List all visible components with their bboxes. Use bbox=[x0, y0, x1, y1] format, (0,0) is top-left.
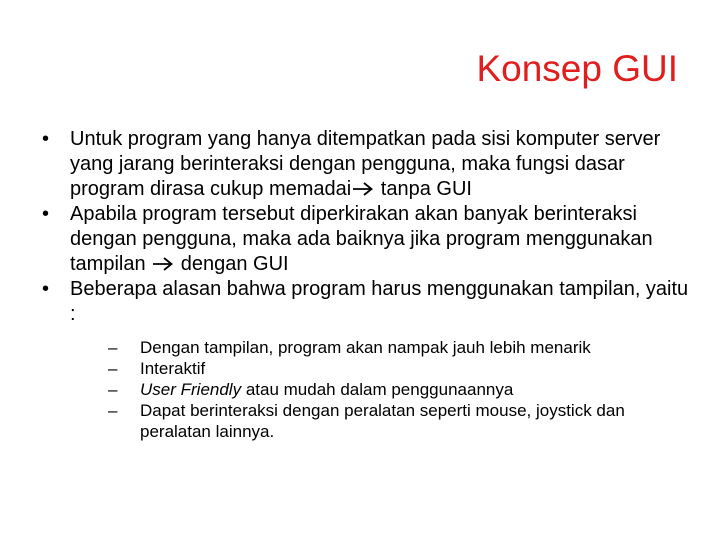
sub-item-text: Dengan tampilan, program akan nampak jauh lebih menarik bbox=[140, 338, 591, 357]
sub-item-emphasis: User Friendly bbox=[140, 380, 242, 399]
right-arrow-icon bbox=[152, 257, 174, 271]
bullet-text-tail: tanpa GUI bbox=[375, 178, 472, 200]
sub-item bbox=[108, 358, 690, 379]
sub-marker: – bbox=[108, 380, 118, 399]
slide-title: Konsep GUI bbox=[476, 48, 678, 89]
bullet-text: Beberapa alasan bahwa program harus menggunakan tampilan, yaitu : bbox=[70, 278, 689, 325]
bullet-text: Apabila program tersebut diperkirakan akan banyak berinteraksi dengan pengguna, maka ada baiknya jika program menggunakan tampilan bbox=[70, 203, 653, 275]
right-arrow-icon bbox=[352, 182, 374, 196]
bullet-marker: • bbox=[42, 128, 50, 150]
bullet-list bbox=[40, 127, 690, 442]
sub-item-text: Dapat berinteraksi dengan peralatan seperti mouse, joystick dan peralatan lainnya. bbox=[140, 401, 625, 441]
sub-item bbox=[108, 400, 690, 442]
sub-marker: – bbox=[108, 401, 118, 420]
sub-item bbox=[108, 337, 690, 358]
sub-item-text: Interaktif bbox=[140, 359, 206, 378]
bullet-marker: • bbox=[42, 278, 50, 300]
sub-bullet-list bbox=[70, 337, 690, 442]
bullet-item bbox=[40, 202, 690, 277]
bullet-item bbox=[40, 127, 690, 202]
sub-marker: – bbox=[108, 338, 118, 357]
bullet-text-tail: dengan GUI bbox=[175, 253, 289, 275]
bullet-marker: • bbox=[42, 203, 50, 225]
sub-item-text: atau mudah dalam penggunaannya bbox=[241, 380, 514, 399]
bullet-item bbox=[40, 277, 690, 442]
sub-marker: – bbox=[108, 359, 118, 378]
sub-item bbox=[108, 379, 690, 400]
bullet-text: Untuk program yang hanya ditempatkan pada sisi komputer server yang jarang berinteraksi dengan pengguna, maka fungsi dasar program dirasa cukup memadai bbox=[70, 128, 661, 200]
slide-content bbox=[40, 127, 690, 442]
